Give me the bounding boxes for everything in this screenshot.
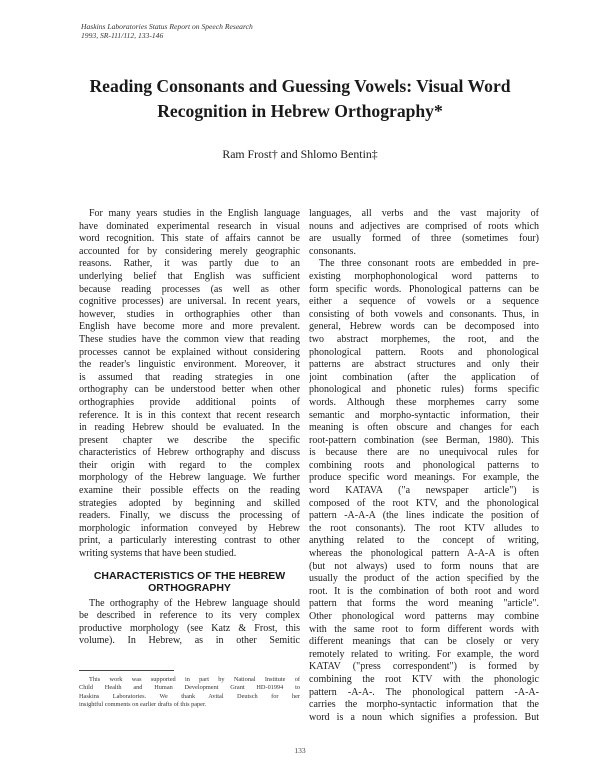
text-line: meaning is often obscure and changes for each — [309, 422, 539, 434]
text-line: phonological pattern. Roots and phonological — [309, 346, 539, 358]
page-number: 133 — [294, 746, 306, 755]
text-line: either a sequence of vowels or a sequence — [309, 296, 539, 308]
text-line: general, Hebrew words can be decomposed into — [309, 321, 539, 333]
text-line: are usually formed of three (sometimes four) — [309, 233, 539, 245]
title-line: Recognition in Hebrew Orthography* — [157, 101, 443, 121]
text-line: word KATAVA ("a newspaper article") is — [309, 485, 539, 497]
text-line: languages, all verbs and the vast majority of — [309, 208, 539, 219]
text-line: examine their possible effects on the reading — [79, 485, 300, 497]
text-line: with the same root to form different words with — [309, 623, 539, 635]
authors: Ram Frost† and Shlomo Bentin‡ — [222, 147, 378, 161]
text-line: reasons. Rather, it was partly due to an — [79, 258, 300, 270]
text-line: characteristics of Hebrew orthography and discuss — [79, 447, 300, 459]
text-line: carries the morpho-syntactic information that the — [309, 699, 539, 711]
paragraph-intro — [79, 208, 300, 561]
text-line: orthography can be understood better when other — [79, 384, 300, 396]
footnote — [79, 676, 300, 710]
text-line: words. Although these morphemes carry some — [309, 396, 539, 408]
text-line: writing systems that have been studied. — [79, 548, 237, 560]
text-line: the reader's linguistic environment. Moreover, it — [79, 359, 300, 371]
text-line: Other phonological word patterns may combine — [309, 611, 539, 622]
text-line: (but not always) used to form nouns that are — [309, 560, 539, 572]
running-header-line: 1993, SR-111/112, 133-146 — [81, 31, 164, 40]
text-line: the root consonants). The root KTV alludes to — [309, 522, 539, 534]
text-line: joint combination (after the application of — [309, 371, 539, 383]
text-line: word is a noun which signifies a profession. But — [309, 711, 539, 723]
paragraph-roots — [309, 258, 539, 724]
paragraph-continued — [309, 208, 539, 258]
text-line: two abstract morphemes, the root, and the — [309, 333, 539, 345]
text-line: anything related to the concept of writing, — [309, 535, 539, 547]
text-line: because reading processes (as well as other — [79, 283, 300, 295]
text-line: existing morphophonological word patterns to — [309, 270, 539, 282]
text-line: pattern that forms the word meaning "article". — [309, 598, 539, 610]
text-line: pattern -A-A-. The phonological pattern -A-A- — [309, 686, 539, 698]
text-line: For many years studies in the English language — [89, 208, 300, 219]
text-line: root-pattern combination (see Berman, 1980). This — [309, 434, 539, 446]
text-line: word recognition. This state of affairs cannot be — [79, 233, 300, 245]
text-line: usually the product of the action specified by the — [309, 573, 539, 585]
text-line: pattern -A-A-A (the lines indicate the position of — [309, 510, 539, 522]
paper-title — [60, 74, 540, 124]
right-column — [309, 208, 539, 724]
text-line: consonants. — [309, 245, 356, 257]
text-line: is assumed that reading strategies in one — [79, 371, 300, 383]
text-line: cognitive processes) are universal. In recent years, — [79, 296, 300, 308]
text-line: The orthography of the Hebrew language should — [89, 597, 300, 609]
text-line: print, a particularly interesting contrast to other — [79, 535, 300, 547]
title-line: Reading Consonants and Guessing Vowels: Visual Word — [89, 76, 511, 96]
text-line: be described in reference to its very complex — [79, 610, 300, 622]
text-line: phonological and phonetic rules) forms specific — [309, 384, 539, 396]
text-line: is because there are no unequivocal rules for — [309, 447, 539, 459]
text-line: These studies have the common view that reading — [79, 333, 300, 345]
text-line: accounted for by considering merely geographic — [79, 245, 300, 257]
text-line: composed of the root KTV, and the phonological — [309, 497, 539, 509]
text-line: combining the root KTV with the phonologic — [309, 673, 539, 685]
text-line: English have become more and more prevalent. — [79, 321, 300, 333]
text-line: productive morphology (see Katz & Frost, this — [79, 622, 300, 634]
section-heading-line: ORTHOGRAPHY — [148, 582, 231, 595]
text-line: KATAV ("press correspondent") is formed by — [309, 661, 539, 673]
text-line: whereas the phonological pattern A-A-A is often — [309, 548, 539, 560]
running-header — [81, 22, 253, 40]
footnote-line: This work was supported in part by National Institute of — [89, 676, 300, 683]
text-line: patterns are abstract structures and only their — [309, 359, 539, 371]
footnote-divider — [79, 670, 174, 671]
footnote-line: insightful comments on earlier drafts of this paper. — [79, 701, 207, 709]
text-line: morphologic information conveyed by Hebrew — [79, 522, 300, 534]
text-line: however, studies in orthographies other than — [79, 308, 300, 320]
text-line: processes cannot be explained without considering — [79, 346, 300, 358]
footnote-line: Haskins Laboratories. We thank Avital Deutsch for her — [79, 692, 300, 700]
paragraph-orthography — [79, 598, 300, 648]
text-line: root. It is the combination of both root and word — [309, 585, 539, 597]
text-line: have dominated experimental research in visual — [79, 220, 300, 232]
text-line: consisting of both vowels and consonants. Thus, in — [309, 308, 539, 320]
text-line: present chapter we describe the specific — [79, 434, 300, 446]
text-line: reference. It is in this context that recent research — [79, 409, 300, 421]
text-line: combining roots and phonological patterns to — [309, 459, 539, 471]
text-line: orthographies provide additional points of — [79, 396, 300, 408]
text-line: form specific words. Phonological patterns can be — [309, 283, 539, 295]
text-line: in reading Hebrew should be evaluated. In the — [79, 422, 300, 434]
text-line: underlying belief that English was sufficient — [79, 270, 300, 282]
text-line: different meanings that can be closely or very — [309, 636, 539, 648]
text-line: readers. Finally, we discuss the processing of — [79, 510, 300, 522]
footnote-line: Child Health and Human Development Grant HD-01994 to — [79, 684, 300, 692]
text-line: produce specific word meanings. For example, the — [309, 472, 539, 484]
running-header-line: Haskins Laboratories Status Report on Speech Research — [81, 22, 253, 31]
text-line: semantic and morpho-syntactic information, their — [309, 409, 539, 421]
text-line: morphology of the Hebrew language. We further — [79, 472, 300, 484]
left-column — [79, 208, 300, 648]
text-line: volume). In Hebrew, as in other Semitic — [79, 635, 300, 647]
text-line: remotely related to writing. For example, the word — [309, 648, 539, 660]
text-line: The three consonant roots are embedded in pre- — [319, 258, 539, 270]
text-line: strategies adopted by beginning and skilled — [79, 497, 300, 509]
section-heading — [79, 570, 300, 595]
text-line: nouns and adjectives are comprised of roots which — [309, 220, 539, 232]
text-line: their origin with regard to the complex — [79, 459, 300, 471]
section-heading-line: CHARACTERISTICS OF THE HEBREW — [93, 569, 286, 582]
